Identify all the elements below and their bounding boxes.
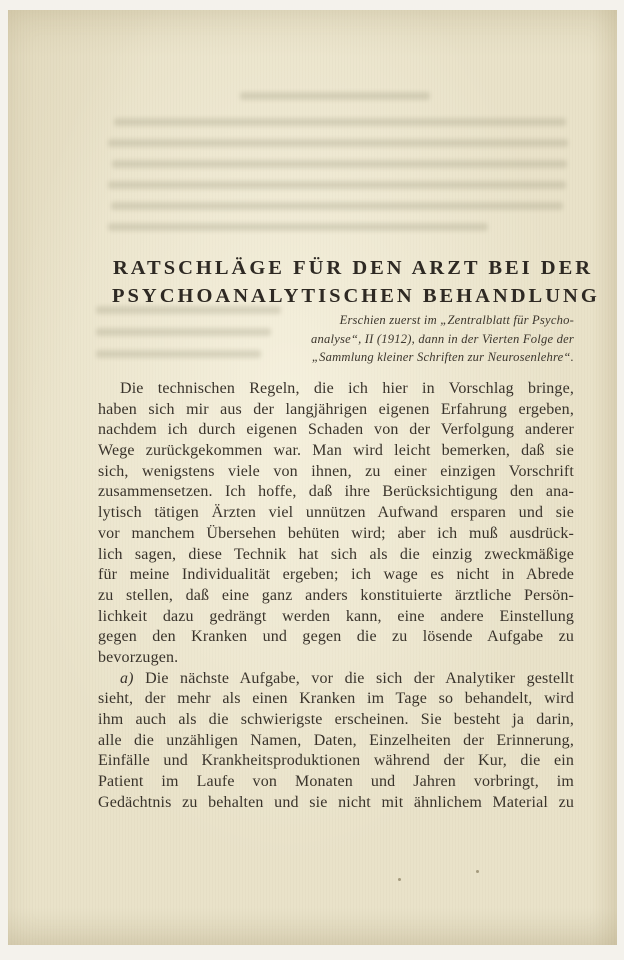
body-text	[98, 379, 574, 813]
text-line: zusammensetzen. Ich hoffe, daß ihre Berücksichtigung den ana-	[98, 483, 574, 501]
text-line: gegen den Kranken und gegen die zu lösende Aufgabe zu	[98, 628, 574, 646]
publication-note-line-2: analyse“, II (1912), dann in der Vierten Folge der	[311, 331, 574, 346]
paper-speck	[398, 878, 401, 881]
text-line: Patient im Laufe von Monaten und Jahren vorbringt, im	[98, 773, 574, 791]
publication-note	[298, 311, 574, 367]
publication-note-line-1: Erschien zuerst im „Zentralblatt für Psycho-	[339, 313, 574, 327]
text-line: sieht, der mehr als einen Kranken im Tage so behandelt, wird	[98, 690, 574, 708]
chapter-title	[112, 254, 600, 310]
text-line: vor manchem Übersehen behüten wird; aber ich muß ausdrück-	[98, 524, 574, 542]
publication-note-line-3: „Sammlung kleiner Schriften zur Neurosenlehre“.	[311, 350, 574, 365]
chapter-title-line-1: RATSCHLÄGE FÜR DEN ARZT BEI DER	[112, 257, 594, 279]
text-line: Einfälle und Krankheitsproduktionen während der Kur, die ein	[98, 752, 574, 770]
paragraph-marker: a)	[120, 669, 134, 687]
text-line: haben sich mir aus der langjährigen eigenen Erfahrung ergeben,	[98, 400, 574, 418]
text-line: lichkeit dazu gedrängt werden kann, eine andere Einstellung	[98, 607, 574, 625]
text-line: bevorzugen.	[98, 648, 179, 666]
text-line: Die technischen Regeln, die ich hier in Vorschlag bringe,	[120, 380, 574, 397]
text-line: a) Die nächste Aufgabe, vor die sich der Analytiker gestellt	[120, 669, 574, 687]
paper-speck	[476, 870, 479, 873]
text-line: Wege zurückgekommen war. Man wird leicht bemerken, daß sie	[98, 442, 574, 460]
chapter-title-line-2: PSYCHOANALYTISCHEN BEHANDLUNG	[112, 285, 600, 307]
text-line: nachdem ich durch eigenen Schaden von der Verfolgung anderer	[98, 421, 574, 439]
text-line: Gedächtnis zu behalten und sie nicht mit ähnlichem Material zu	[98, 793, 574, 811]
text-line: für meine Individualität ergeben; ich wage es nicht in Abrede	[98, 566, 574, 584]
text-line: lytisch tätigen Ärzten viel unnützen Aufwand ersparen und sie	[98, 504, 574, 522]
text-line: ihm auch als die schwierigste erscheinen. Sie besteht ja darin,	[98, 711, 574, 728]
text-line: sich, wenigstens viele von ihnen, zu einer einzigen Vorschrift	[98, 462, 574, 480]
text-line: alle die unzähligen Namen, Daten, Einzelheiten der Erinnerung,	[98, 731, 574, 749]
text-line: zu stellen, daß eine ganz anders konstituierte ärztliche Persön-	[98, 586, 574, 604]
text-line: lich sagen, diese Technik hat sich als die einzig zweckmäßige	[98, 545, 574, 563]
book-page	[8, 10, 617, 945]
